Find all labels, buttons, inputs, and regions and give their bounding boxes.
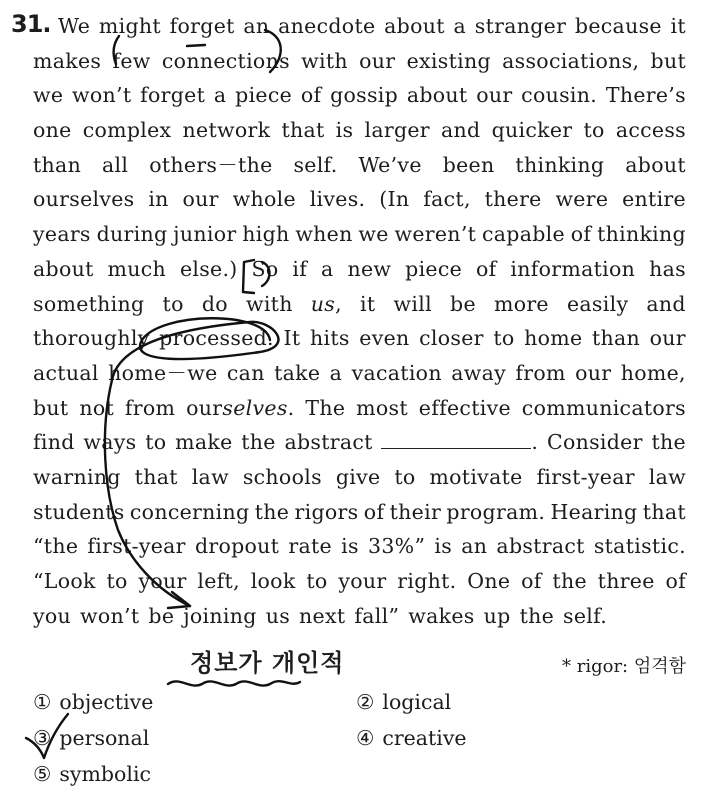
passage-word: the [254,499,290,524]
passage-word: statistic. [593,534,686,559]
passage-word: few [112,48,151,73]
passage-line [33,182,686,217]
passage-word: with [245,291,293,316]
passage-word: that [134,464,178,489]
passage-word: our [476,83,513,108]
passage-word: new [347,256,392,281]
passage-word: forget [140,83,206,108]
passage-line [33,391,686,426]
option-1[interactable] [33,690,153,714]
passage-word: be [450,291,476,316]
passage-word: quicker [491,118,573,143]
passage-word: is [341,534,359,559]
passage-word: more [493,291,549,316]
passage-word: our [359,48,396,73]
passage-word: law [648,464,686,489]
passage-word: to [162,291,184,316]
passage-word: thoroughly [33,326,150,351]
passage-word: capable [481,222,565,247]
passage-word: makes [33,48,102,73]
passage-word: processed. [159,326,274,351]
passage-line [33,356,686,391]
passage-word: rate [288,534,332,559]
passage-word: something [33,291,145,316]
passage-word: not [79,395,115,420]
passage-word: take [274,360,321,385]
passage-word: actual [33,360,99,385]
passage-word: us [265,603,291,628]
passage-word: whole [232,187,296,212]
option-text: symbolic [59,762,151,786]
passage-word: but [650,48,686,73]
passage-word: students [33,499,125,524]
passage-word: about [406,83,468,108]
passage-word: network [182,118,271,143]
passage-word: the [651,430,686,455]
passage-word: there [484,187,542,212]
passage-word: up [483,603,511,628]
passage-word: effective [418,395,511,420]
passage-word: others－the [149,152,273,177]
passage-word: if [292,256,308,281]
pen-wave-underline-mark [168,681,300,685]
passage-word: left, [197,569,240,593]
passage-word: One [467,569,511,593]
passage-word: of [300,83,322,108]
passage-word: it [360,291,376,316]
passage-line [33,599,686,634]
passage-word: than [33,152,82,177]
passage-word: your [338,569,387,593]
passage-word: Hearing [550,499,638,524]
passage-word: might [98,14,161,38]
option-text: objective [59,690,154,714]
passage-word: of [570,222,592,247]
passage-word: anecdote [278,14,376,38]
passage-word: a [453,14,467,38]
passage-word: your [138,569,187,593]
passage-word: an [243,14,270,38]
passage-word: even [359,326,410,351]
passage-word: to [145,430,167,455]
passage-word: look [250,569,296,593]
passage-word: find [33,430,75,455]
passage-line [33,217,686,252]
passage-word: can [226,360,265,385]
passage-word: ways [83,430,137,455]
passage-word: It [283,326,301,351]
passage-word: first-year [536,464,635,489]
passage-word: “the [33,534,79,559]
passage-word: complex [82,118,172,143]
passage-word: make [175,430,233,455]
option-2[interactable] [356,690,451,714]
passage-word: abstract [284,430,373,455]
passage-word: of [665,569,686,593]
passage-word: fall” [354,603,400,628]
passage-word: fact, [423,187,471,212]
passage-word: vacation [351,360,442,385]
passage-word: that [281,118,325,143]
passage-word: about [625,152,686,177]
passage-word: associations, [502,48,640,73]
passage-word: of [475,256,497,281]
footnote: * rigor: 엄격함 [562,656,686,677]
option-number: ② [356,690,375,714]
passage-word: gossip [330,83,399,108]
passage-line [33,564,686,599]
passage-word: 33%” [367,534,426,559]
passage-word: thinking [597,222,686,247]
passage-word: home, [620,360,686,385]
passage-word: years [33,222,91,247]
passage-word: than [591,326,641,351]
passage-word: else.) [179,256,238,281]
passage-word: to [493,326,515,351]
passage-line [33,113,686,148]
passage-word: from [515,360,566,385]
passage-word: program. [446,499,546,524]
passage-line [33,148,686,183]
passage-word: won’t [80,603,140,628]
option-number: ⑤ [33,762,52,786]
passage-word: and [646,291,686,316]
passage-word: will [393,291,432,316]
passage-word: been [442,152,495,177]
passage-word: home－we [108,360,218,385]
passage-word: access [615,118,686,143]
passage-word: (In [379,187,410,212]
passage-word: ourselves [33,187,135,212]
option-5[interactable] [33,762,151,786]
passage-word: our [182,187,219,212]
passage-word: to [106,569,128,593]
passage-word: to [583,118,605,143]
passage-word: connections [161,48,290,73]
passage-word: We’ve [358,152,422,177]
passage-word: motivate [429,464,523,489]
passage-word: stranger [474,14,567,38]
passage-word: entire [622,187,686,212]
option-number: ④ [356,726,375,750]
passage-word: dropout [194,534,280,559]
passage-word: So [251,256,279,281]
passage-word: their [389,499,442,524]
passage-word: “Look [33,569,96,593]
passage-word: a [329,360,343,385]
passage-word: when [295,222,353,247]
passage-line-with-blank [33,425,686,460]
passage-line [33,9,686,44]
passage-word: but [33,395,69,420]
passage-word: three [597,569,655,593]
passage-word: that [642,499,686,524]
passage-word: the [519,603,555,628]
passage-word: has [649,256,686,281]
passage-word: home [524,326,583,351]
passage-line [33,287,686,322]
passage-word: it [670,14,686,38]
passage-word: us, [310,291,342,316]
passage-word: forget [169,14,235,38]
passage-word: our [575,360,612,385]
passage-word: to [394,464,416,489]
passage-word: give [335,464,381,489]
passage-word: is [335,118,354,143]
option-3[interactable] [33,726,149,750]
passage-word: concerning [129,499,250,524]
passage-word: of [363,499,385,524]
passage-word: weren’t [394,222,477,247]
passage-word: our [649,326,686,351]
passage-line [33,495,686,530]
passage-word: law [191,464,229,489]
passage-word: were [555,187,609,212]
passage-word: schools [242,464,322,489]
passage-word: much [107,256,167,281]
passage-word: hits [309,326,350,351]
passage-word: rigors [294,499,359,524]
passage-word: cousin. [521,83,598,108]
passage-word: first-year [87,534,186,559]
passage-word: next [299,603,346,628]
passage-word: information [510,256,636,281]
passage-word: thinking [515,152,605,177]
passage-word: the [552,569,587,593]
passage-word: be [148,603,175,628]
option-text: creative [382,726,467,750]
passage-word: the [241,430,276,455]
passage-line [33,460,686,495]
passage-word: to [306,569,328,593]
passage-word: we [33,83,64,108]
passage-word: with [301,48,348,73]
passage-word: is [434,534,453,559]
passage-word: you [33,603,72,628]
passage-word: piece [405,256,463,281]
passage-line [33,78,686,113]
passage-word: from [124,395,176,420]
passage [33,9,686,633]
option-text: personal [59,726,150,750]
passage-word: We [58,14,91,38]
passage-word: junior [173,222,237,247]
passage-word: existing [406,48,491,73]
passage-word: easily [566,291,629,316]
answer-blank [381,426,531,449]
passage-word: abstract [496,534,585,559]
passage-word: away [451,360,506,385]
passage-line [33,529,686,564]
passage-word: right. [397,569,457,593]
passage-line [33,321,686,356]
passage-word: an [461,534,488,559]
passage-word: piece [235,83,293,108]
option-4[interactable] [356,726,467,750]
passage-word: do [201,291,228,316]
passage-word: The [305,395,346,420]
passage-word: during [96,222,168,247]
passage-word: There’s [605,83,686,108]
passage-line [33,44,686,79]
handwritten-note: 정보가 개인적 [190,649,345,677]
passage-word: of [521,569,542,593]
passage-word: larger [364,118,430,143]
passage-word: about [33,256,94,281]
passage-word: about [384,14,445,38]
passage-word: won’t [72,83,132,108]
passage-word: warning [33,464,121,489]
passage-word: and [441,118,481,143]
passage-word: . [381,425,538,460]
passage-word: a [321,256,334,281]
option-text: logical [382,690,452,714]
passage-word: joining [183,603,257,628]
passage-word: high [242,222,290,247]
question-number: 31. [11,10,51,38]
passage-word: a [213,83,227,108]
passage-word: communicators [521,395,686,420]
passage-word: one [33,118,72,143]
passage-line [33,252,686,287]
passage-word: most [356,395,408,420]
passage-word: Consider [546,430,643,455]
passage-word: because [574,14,662,38]
passage-word: all [102,152,129,177]
passage-word: wakes [408,603,475,628]
passage-word: we [358,222,389,247]
option-number: ③ [33,726,52,750]
passage-word: self. [563,603,608,628]
passage-word: self. [293,152,338,177]
passage-word: ourselves. [186,395,295,420]
passage-word: lives. [309,187,366,212]
option-number: ① [33,690,52,714]
passage-word: closer [419,326,484,351]
passage-word: in [148,187,169,212]
